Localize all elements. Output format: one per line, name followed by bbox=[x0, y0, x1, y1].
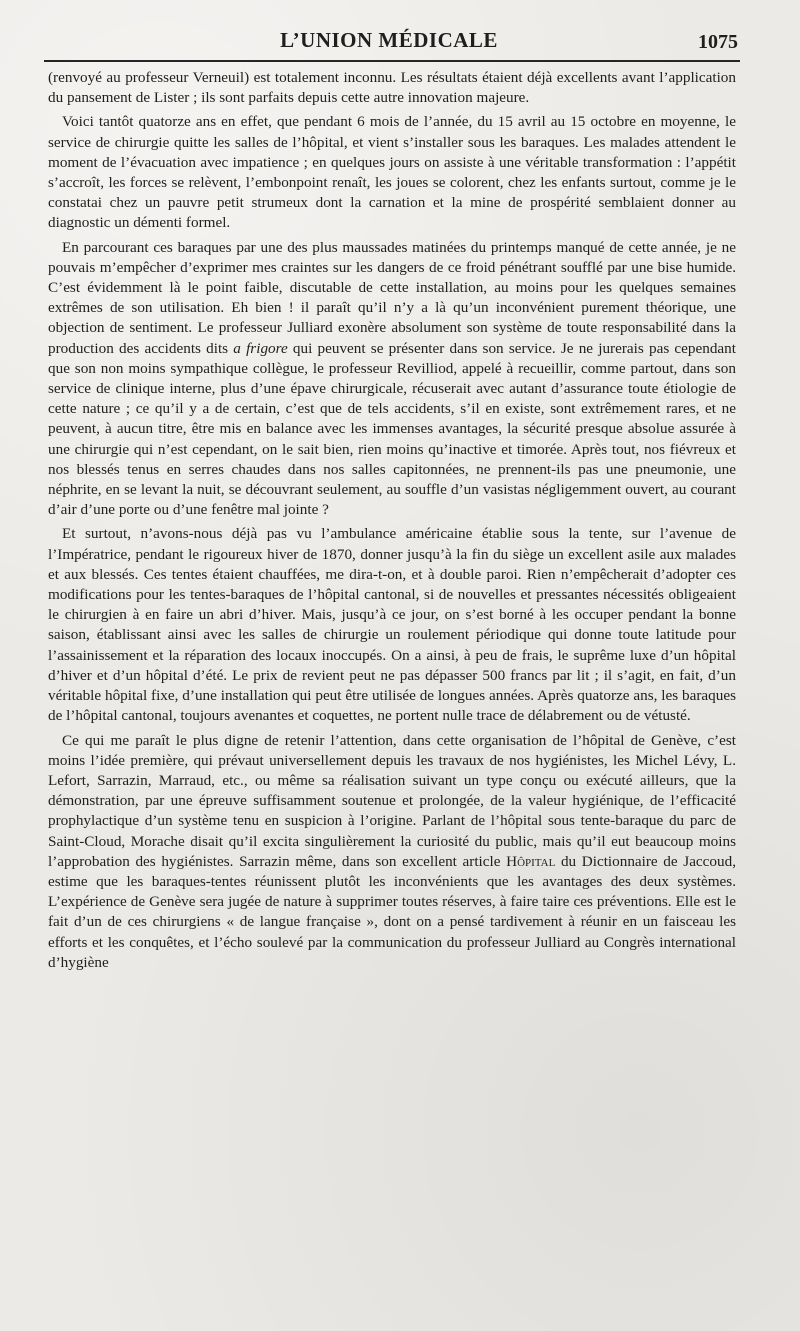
paragraph-3 bbox=[48, 238, 736, 521]
paragraph-5-text-before: Ce qui me paraît le plus digne de retenir l’attention, dans cette organisation de l’hôpital de Genève, c’est moins l’idée première, qui prévaut universellement depuis les travaux de nos hygiénistes, les Michel Lévy, L. Lefort, Sarrazin, Marraud, etc., ou même sa réalisation suivant un type conçu ou exécuté ailleurs, que la démonstration, par une épreuve suffisamment soutenue et prolongée, de la valeur hygiénique, de l’efficacité prophylactique d’un système tenu en suspicion à l’origine. Parlant de l’hôpital sous tente-baraque du parc de Saint-Cloud, Morache disait qu’il excita singulièrement la curiosité du public, mais qu’il eut beaucoup moins l’approbation des hygiénistes. Sarrazin même, dans son excellent article bbox=[48, 731, 736, 870]
page-header bbox=[40, 28, 738, 62]
paragraph-3-text-after: qui peuvent se présenter dans son service. Je ne jurerais pas cependant que son non moins sympathique collègue, le professeur Revilliod, appelé à recueillir, comme partout, dans son service de clinique interne, plus d’une épave chirurgicale, récuserait avec autant d’assurance toute étiologie de cette nature ; ce qu’il y a de certain, c’est que de tels accidents, s’il en existe, sont extrêmement rares, et ne peuvent, à aucun titre, être mis en balance avec les immenses avantages, la sécurité presque absolue assurée à une chirurgie qui n’est cependant, on le sait bien, rien moins qu’inactive et timorée. Après tout, nos fiévreux et nos blessés tenus en serres chaudes dans nos salles capitonnées, ne prennent-ils pas une pneumonie, une néphrite, en se levant la nuit, se découvrant seulement, au souffle d’un vasistas négligemment ouvert, au courant d’air d’une porte ou d’une fenêtre mal jointe ? bbox=[48, 339, 736, 519]
article-body bbox=[48, 68, 736, 973]
header-rule bbox=[44, 60, 740, 62]
paragraph-2: Voici tantôt quatorze ans en effet, que pendant 6 mois de l’année, du 15 avril au 15 octobre en moyenne, le service de chirurgie quitte les salles de l’hôpital, et vient s’installer sous les baraques. Les malades attendent le moment de l’évacuation avec impatience ; en quelques jours on assiste à une véritable transformation : l’appétit s’accroît, les forces se relèvent, l’embonpoint renaît, les joues se colorent, chez les enfants surtout, comme je le constatai chez un pauvre petit strumeux dont la carnation et la mine de prospérité semblaient donner au diagnostic un démenti formel. bbox=[48, 113, 736, 232]
paragraph-5 bbox=[48, 731, 736, 973]
page-number: 1075 bbox=[698, 31, 738, 53]
paragraph-3-italic-term: a frigore bbox=[233, 339, 288, 357]
journal-title: L’UNION MÉDICALE bbox=[280, 28, 498, 52]
paragraph-3-text-before: En parcourant ces baraques par une des plus maussades matinées du printemps manqué de cette année, je ne pouvais m’empêcher d’exprimer mes craintes sur les dangers de ce froid pénétrant soufflé par une bise humide. C’est évidemment là le point faible, discutable de cette installation, au moins pour les quelques semaines extrêmes de son utilisation. Eh bien ! il paraît qu’il n’y a là qu’un inconvénient purement théorique, une objection de sentiment. Le professeur Julliard exonère absolument son système de toute responsabilité dans la production des accidents dits bbox=[48, 238, 736, 357]
paragraph-5-smallcaps-term: Hôpital bbox=[506, 852, 556, 870]
paragraph-5-text-after: du Dictionnaire de Jaccoud, estime que les baraques-tentes réunissent plutôt les inconvénients que les avantages des deux systèmes. L’expérience de Genève sera jugée de nature à supprimer toutes réserves, à faire taire ces préventions. Elle est le fait d’un de ces chirurgiens « de langue française », dont on a pensé tardivement à réunir en un faisceau les efforts et les conquêtes, et l’écho soulevé par la communication du professeur Julliard au Congrès international d’hygiène bbox=[48, 852, 736, 971]
paragraph-1: (renvoyé au professeur Verneuil) est totalement inconnu. Les résultats étaient déjà excellents avant l’application du pansement de Lister ; ils sont parfaits depuis cette autre innovation majeure. bbox=[48, 69, 736, 107]
paragraph-4: Et surtout, n’avons-nous déjà pas vu l’ambulance américaine établie sous la tente, sur l’avenue de l’Impératrice, pendant le rigoureux hiver de 1870, donner jusqu’à la fin du siège un excellent asile aux malades et aux blessés. Ces tentes étaient chauffées, me dira-t-on, et à double paroi. Rien n’empêcherait d’adopter ces modifications pour les tentes-baraques de l’hôpital cantonal, si de nouvelles et pressantes nécessités obligeaient le chirurgien à en faire un abri d’hiver. Mais, jusqu’à ce jour, on s’est borné à les occuper pendant la bonne saison, établissant ainsi avec les salles de chirurgie un roulement périodique qui donne toute latitude pour l’assainissement et la réparation des locaux inoccupés. On a ainsi, à peu de frais, le suprême luxe d’un hôpital d’hiver et d’un hôpital d’été. Le prix de revient peut ne pas dépasser 500 francs par lit ; il s’agit, en fait, d’un véritable hôpital fixe, d’une installation qui peut être utilisée de longues années. Après quatorze ans, les baraques de l’hôpital cantonal, toujours avenantes et coquettes, ne portent nulle trace de délabrement ou de vétusté. bbox=[48, 525, 736, 725]
